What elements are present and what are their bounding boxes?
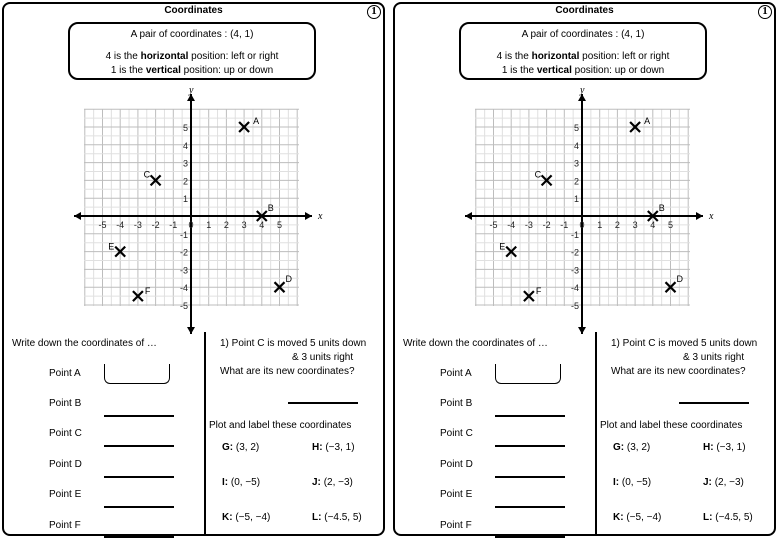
plot-item-i-coords: (0, −5) [621, 477, 652, 488]
question-1-line-b: & 3 units right [292, 352, 354, 363]
y-tick-label: -5 [179, 301, 188, 311]
x-tick-label: 3 [632, 220, 638, 230]
plot-item-j-coords: (2, −3) [714, 477, 744, 488]
coordinate-grid[interactable] [457, 84, 717, 336]
y-tick-label: 5 [573, 123, 579, 133]
info-line-3-bold: vertical [145, 65, 181, 76]
y-tick-label: -1 [570, 229, 579, 240]
answer-line-point-c[interactable] [104, 445, 174, 447]
info-line-3-post: position: up or down [180, 65, 274, 76]
point-c-label: C [143, 169, 151, 180]
point-b-label: B [267, 203, 274, 213]
info-box [68, 22, 316, 80]
info-line-2 [70, 51, 314, 62]
x-tick-label: -4 [507, 220, 516, 230]
plot-item-g-letter: G: [613, 442, 625, 453]
plot-item-h [312, 442, 355, 453]
plot-item-g-coords: (3, 2) [626, 442, 651, 453]
y-tick-label: -2 [179, 247, 188, 258]
x-tick-label: 4 [650, 220, 656, 230]
question-1-answer-line[interactable] [679, 402, 749, 404]
point-e-label: E [108, 241, 115, 252]
plot-item-j-letter: J: [703, 477, 712, 488]
y-tick-label: -4 [179, 283, 188, 294]
x-tick-label: -3 [524, 220, 533, 230]
point-a-label: A [253, 116, 260, 126]
worksheet-title: Coordinates [164, 5, 223, 16]
point-c-label: Point C [49, 428, 82, 439]
y-tick-label: 2 [573, 176, 579, 187]
plot-item-i-letter: I: [613, 477, 620, 488]
y-tick-label: 1 [182, 194, 188, 205]
plot-item-l-coords: (−4.5, 5) [715, 512, 753, 523]
plot-item-h-letter: H: [312, 442, 323, 453]
plot-item-g-letter: G: [222, 442, 234, 453]
worksheet-title: Coordinates [555, 5, 614, 16]
question-1-line-a: 1) Point C is moved 5 units down [611, 338, 758, 349]
answer-line-point-e[interactable] [495, 506, 565, 508]
y-tick-label: -5 [570, 301, 579, 311]
info-line-3-bold: vertical [536, 65, 572, 76]
y-tick-label: 5 [182, 123, 188, 133]
info-line-2-bold: horizontal [531, 51, 580, 62]
plot-heading: Plot and label these coordinates [600, 420, 743, 431]
answer-line-point-c[interactable] [495, 445, 565, 447]
info-line-2-post: position: left or right [579, 51, 670, 62]
point-a-label: Point A [440, 368, 472, 379]
point-d-label: Point D [440, 459, 473, 470]
x-tick-label: 2 [614, 220, 620, 230]
x-tick-label: -4 [116, 220, 125, 230]
info-line-2 [461, 51, 705, 62]
x-tick-label: 0 [188, 220, 194, 230]
plot-item-g [613, 442, 650, 453]
plot-item-j-letter: J: [312, 477, 321, 488]
coordinate-grid[interactable] [66, 84, 326, 336]
point-f-label: Point F [49, 520, 81, 531]
plot-item-j [312, 477, 353, 488]
y-tick-label: 3 [573, 158, 579, 169]
info-line-2-bold: horizontal [140, 51, 189, 62]
question-1-answer-line[interactable] [288, 402, 358, 404]
answer-bracket-point-a[interactable] [495, 364, 561, 384]
y-tick-label: 4 [573, 140, 579, 151]
x-tick-label: -1 [169, 220, 178, 230]
plot-item-k-coords: (−5, −4) [626, 512, 662, 523]
plot-item-j-coords: (2, −3) [323, 477, 353, 488]
answer-line-point-d[interactable] [104, 476, 174, 478]
answer-line-point-b[interactable] [104, 415, 174, 417]
y-tick-label: -1 [179, 229, 188, 240]
x-tick-label: -2 [151, 220, 160, 230]
point-b-label: Point B [440, 398, 473, 409]
y-tick-label: 3 [182, 158, 188, 169]
column-divider [595, 332, 597, 536]
info-line-2-post: position: left or right [188, 51, 279, 62]
x-tick-label: -1 [560, 220, 569, 230]
answer-line-point-f[interactable] [495, 536, 565, 538]
plot-item-k-coords: (−5, −4) [235, 512, 271, 523]
plot-item-l-coords: (−4.5, 5) [324, 512, 362, 523]
plot-item-j [703, 477, 744, 488]
plot-item-k-letter: K: [613, 512, 624, 523]
x-tick-label: 1 [597, 220, 603, 230]
plot-item-g [222, 442, 259, 453]
y-tick-label: -2 [570, 247, 579, 258]
plot-item-i [222, 477, 260, 488]
x-axis-label: x [709, 211, 714, 222]
info-line-3-pre: 1 is the [501, 65, 537, 76]
point-e-label: E [499, 241, 506, 252]
x-tick-label: -2 [542, 220, 551, 230]
plot-item-k [222, 512, 270, 523]
left-heading: Write down the coordinates of … [403, 338, 548, 349]
point-b-label: Point B [49, 398, 82, 409]
point-d-label: D [676, 274, 683, 285]
answer-bracket-point-a[interactable] [104, 364, 170, 384]
x-tick-label: 5 [276, 220, 283, 230]
info-line-2-pre: 4 is the [105, 51, 141, 62]
point-e-label: Point E [440, 489, 473, 500]
info-line-3 [70, 65, 314, 76]
plot-item-l [703, 512, 753, 523]
plot-item-i [613, 477, 651, 488]
plot-item-l [312, 512, 362, 523]
point-c-label: Point C [440, 428, 473, 439]
x-tick-label: 0 [579, 220, 585, 230]
y-tick-label: 2 [182, 176, 188, 187]
point-f-label: F [535, 286, 542, 297]
plot-item-h [703, 442, 746, 453]
x-tick-label: 5 [667, 220, 674, 230]
plot-item-i-letter: I: [222, 477, 229, 488]
question-1-line-c: What are its new coordinates? [220, 366, 355, 377]
info-line-3 [461, 65, 705, 76]
info-line-1: A pair of coordinates : (4, 1) [130, 29, 254, 40]
x-tick-label: -3 [133, 220, 142, 230]
x-tick-label: -5 [489, 220, 498, 230]
answer-line-point-e[interactable] [104, 506, 174, 508]
plot-item-k [613, 512, 661, 523]
point-f-label: Point F [440, 520, 472, 531]
point-c-label: C [534, 169, 542, 180]
x-tick-label: 1 [206, 220, 212, 230]
plot-heading: Plot and label these coordinates [209, 420, 352, 431]
x-tick-label: -5 [98, 220, 107, 230]
plot-item-h-letter: H: [703, 442, 714, 453]
point-b-label: B [658, 203, 665, 213]
question-1-line-c: What are its new coordinates? [611, 366, 746, 377]
plot-item-i-coords: (0, −5) [230, 477, 261, 488]
info-line-3-post: position: up or down [571, 65, 665, 76]
info-line-1: A pair of coordinates : (4, 1) [521, 29, 645, 40]
plot-item-g-coords: (3, 2) [235, 442, 260, 453]
question-1-line-b: & 3 units right [683, 352, 745, 363]
question-1-line-a: 1) Point C is moved 5 units down [220, 338, 367, 349]
point-a-label: Point A [49, 368, 81, 379]
plot-item-l-letter: L: [703, 512, 713, 523]
y-tick-label: 1 [573, 194, 579, 205]
info-line-2-pre: 4 is the [496, 51, 532, 62]
plot-item-h-coords: (−3, 1) [325, 442, 355, 453]
point-a-label: A [644, 116, 651, 126]
worksheet-1 [2, 2, 385, 536]
sheet-number-badge: 1 [758, 5, 772, 19]
x-axis-label: x [318, 211, 323, 222]
info-box [459, 22, 707, 80]
point-d-label: Point D [49, 459, 82, 470]
answer-line-point-b[interactable] [495, 415, 565, 417]
answer-line-point-f[interactable] [104, 536, 174, 538]
y-tick-label: 4 [182, 140, 188, 151]
point-d-label: D [285, 274, 292, 285]
left-heading: Write down the coordinates of … [12, 338, 157, 349]
y-tick-label: -3 [179, 265, 188, 276]
y-tick-label: -4 [570, 283, 579, 294]
sheet-number-badge: 1 [367, 5, 381, 19]
x-tick-label: 3 [241, 220, 247, 230]
x-tick-label: 2 [223, 220, 229, 230]
point-e-label: Point E [49, 489, 82, 500]
plot-item-h-coords: (−3, 1) [716, 442, 746, 453]
y-axis-label: y [189, 85, 194, 96]
plot-item-l-letter: L: [312, 512, 322, 523]
y-tick-label: -3 [570, 265, 579, 276]
column-divider [204, 332, 206, 536]
worksheet-2 [393, 2, 776, 536]
answer-line-point-d[interactable] [495, 476, 565, 478]
info-line-3-pre: 1 is the [110, 65, 146, 76]
y-axis-label: y [580, 85, 585, 96]
plot-item-k-letter: K: [222, 512, 233, 523]
point-f-label: F [144, 286, 151, 297]
x-tick-label: 4 [259, 220, 265, 230]
